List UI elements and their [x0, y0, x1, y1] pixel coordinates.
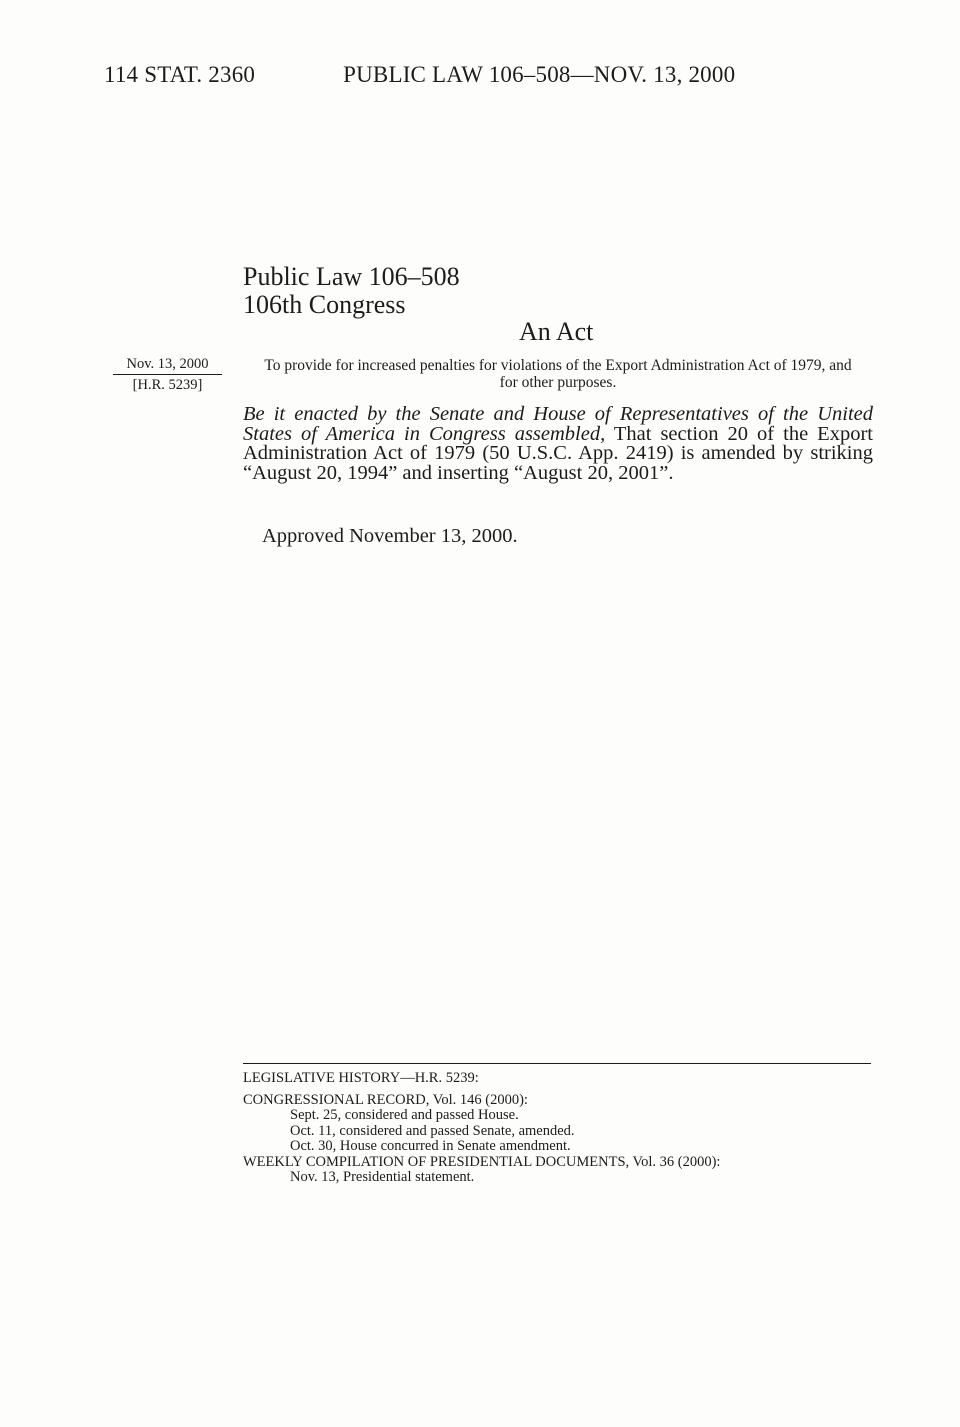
act-heading: An Act	[519, 317, 594, 346]
legislative-history	[243, 1071, 720, 1186]
record-entry: Oct. 11, considered and passed Senate, amended.	[290, 1122, 575, 1139]
congress-number: 106th Congress	[243, 290, 406, 319]
enacting-clause	[243, 405, 873, 483]
margin-note-date: Nov. 13, 2000	[113, 356, 222, 375]
approval-date: Approved November 13, 2000.	[262, 525, 518, 547]
weekly-compilation-title: WEEKLY COMPILATION OF PRESIDENTIAL DOCUMENTS, Vol. 36 (2000):	[243, 1153, 721, 1170]
enacting-clause-text: That section 20 of the Export Administration Act of 1979 (50 U.S.C. App. 2419) is amended by striking “August 20, 1994” and inserting “August 20, 2001”.	[243, 422, 873, 484]
law-date-heading: PUBLIC LAW 106–508—NOV. 13, 2000	[343, 62, 736, 87]
margin-note-bill: [H.R. 5239]	[132, 377, 203, 393]
record-entry: Sept. 25, considered and passed House.	[290, 1107, 519, 1123]
act-purpose: To provide for increased penalties for violations of the Export Administration Act of 1979, and for other purposes.	[264, 357, 852, 391]
history-divider	[243, 1063, 871, 1064]
history-heading: LEGISLATIVE HISTORY—H.R. 5239:	[243, 1070, 479, 1086]
public-law-number: Public Law 106–508	[243, 262, 460, 291]
enacting-clause-italic: Be it enacted by the Senate and House of Representatives of the United States of America in Congress assembled,	[243, 403, 873, 445]
stat-page-number: 114 STAT. 2360	[104, 62, 256, 87]
record-entry: Oct. 30, House concurred in Senate amendment.	[290, 1138, 571, 1154]
congressional-record-title: CONGRESSIONAL RECORD, Vol. 146 (2000):	[243, 1091, 528, 1108]
running-head	[104, 62, 735, 88]
weekly-entry: Nov. 13, Presidential statement.	[290, 1169, 475, 1185]
margin-note	[113, 356, 222, 394]
